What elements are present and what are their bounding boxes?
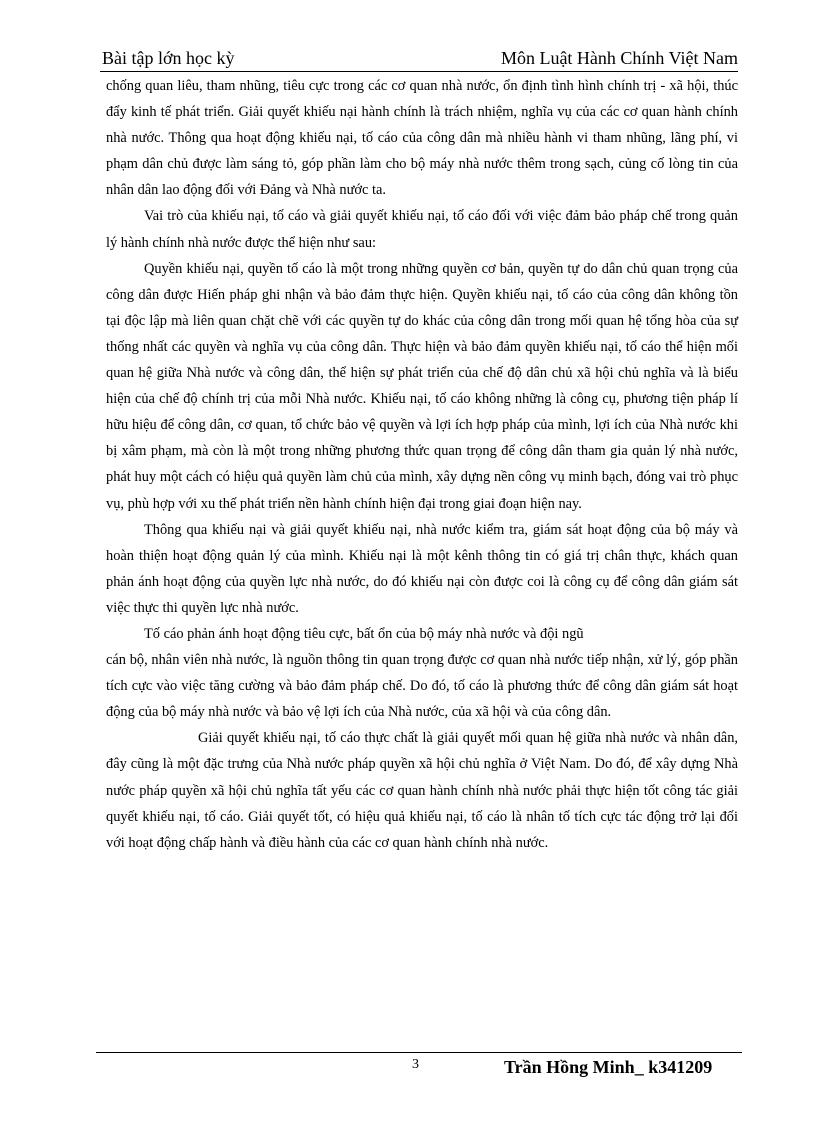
page-number: 3 [412, 1057, 419, 1072]
page-header [100, 44, 738, 72]
paragraph-denunciation-rest: cán bộ, nhân viên nhà nước, là nguồn thông tin quan trọng được cơ quan nhà nước tiếp nhận, xử lý, góp phần tích cực vào việc tăng cường và bảo đảm pháp chế. Do đó, tố cáo là phương thức để công dân giám sát hoạt động của bộ máy nhà nước và bảo vệ lợi ích của Nhà nước, của xã hội và của công dân. [106, 652, 738, 721]
paragraph-denunciation-start: Tố cáo phản ánh hoạt động tiêu cực, bất ổn của bộ máy nhà nước và đội ngũ [144, 625, 584, 642]
paragraph-rights: Quyền khiếu nại, quyền tố cáo là một trong những quyền cơ bản, quyền tự do dân chủ quan trọng của công dân được Hiến pháp ghi nhận và bảo đảm thực hiện. Quyền khiếu nại, tố cáo của công dân không tồn tại độc lập mà liên quan chặt chẽ với các quyền tự do khác của công dân trong mối quan hệ tổng hòa của sự thống nhất các quyền và nghĩa vụ của công dân. Thực hiện và bảo đảm quyền khiếu nại, tố cáo thể hiện mối quan hệ giữa Nhà nước và công dân, thể hiện sự phát triển của chế độ dân chủ xã hội chủ nghĩa và là biểu hiện của chế độ chính trị của mỗi Nhà nước. Khiếu nại, tố cáo không những là công cụ, phương tiện pháp lí hữu hiệu để công dân, cơ quan, tổ chức bảo vệ quyền và lợi ích hợp pháp của mình, lợi ích của Nhà nước khi bị xâm phạm, mà còn là một trong những phương thức quan trọng để công dân tham gia quản lý nhà nước, phát huy một cách có hiệu quả quyền làm chủ của mình, xây dựng nền công vụ minh bạch, đóng vai trò phục vụ, phù hợp với xu thế phát triển nền hành chính hiện đại trong giai đoạn hiện nay. [106, 260, 738, 512]
page-footer [96, 1052, 742, 1092]
header-divider [100, 71, 738, 72]
document-body [106, 73, 738, 856]
paragraph-resolution: Giải quyết khiếu nại, tố cáo thực chất là giải quyết mối quan hệ giữa nhà nước và nhân dân, đây cũng là một đặc trưng của Nhà nước pháp quyền xã hội chủ nghĩa ở Việt Nam. Do đó, để xây dựng Nhà nước pháp quyền xã hội chủ nghĩa tất yếu các cơ quan hành chính nhà nước phải thực hiện tốt công tác giải quyết khiếu nại, tố cáo. Giải quyết tốt, có hiệu quả khiếu nại, tố cáo là nhân tố tích cực tác động trở lại đối với hoạt động chấp hành và điều hành của các cơ quan hành chính nhà nước. [106, 730, 738, 851]
paragraph-continuation: chống quan liêu, tham nhũng, tiêu cực trong các cơ quan nhà nước, ổn định tình hình chính trị - xã hội, thúc đẩy kinh tế phát triển. Giải quyết khiếu nại hành chính là trách nhiệm, nghĩa vụ của các cơ quan hành chính nhà nước. Thông qua hoạt động khiếu nại, tố cáo của công dân mà nhiều hành vi tham nhũng, lãng phí, vi phạm dân chủ được làm sáng tỏ, góp phần làm cho bộ máy nhà nước thêm trong sạch, củng cố lòng tin của nhân dân lao động đối với Đảng và Nhà nước ta. [106, 78, 738, 199]
paragraph-complaints: Thông qua khiếu nại và giải quyết khiếu nại, nhà nước kiểm tra, giám sát hoạt động của bộ máy và hoàn thiện hoạt động quản lý của mình. Khiếu nại là một kênh thông tin có giá trị chân thực, khách quan phản ánh hoạt động của quyền lực nhà nước, do đó khiếu nại còn được coi là công cụ để công dân giám sát việc thực thi quyền lực nhà nước. [106, 521, 738, 616]
header-course-title: Bài tập lớn học kỳ [102, 48, 235, 68]
footer-author: Trần Hồng Minh_ k341209 [504, 1057, 713, 1077]
header-subject-title: Môn Luật Hành Chính Việt Nam [500, 48, 738, 68]
footer-divider [96, 1052, 742, 1053]
paragraph-role-intro: Vai trò của khiếu nại, tố cáo và giải quyết khiếu nại, tố cáo đối với việc đảm bảo pháp chế trong quản lý hành chính nhà nước được thể hiện như sau: [106, 208, 738, 251]
